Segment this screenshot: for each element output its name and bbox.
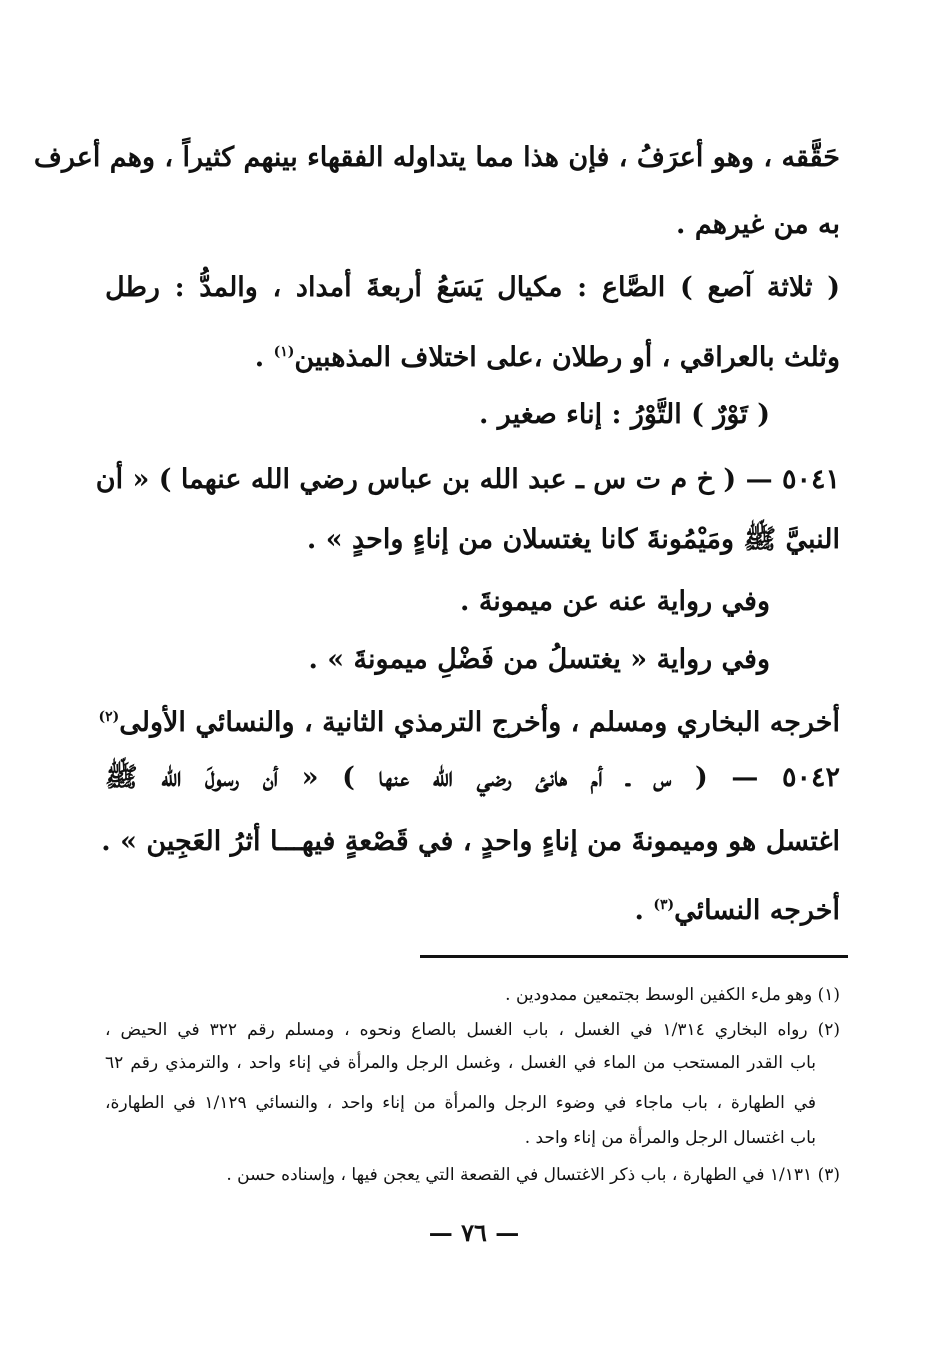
footnote-separator xyxy=(420,955,848,958)
body-line-5: ( تَوْرٌ ) التَّوْرُ : إناء صغير . xyxy=(478,399,770,430)
body-line-10-text: أخرجه البخاري ومسلم ، وأخرج الترمذي الثانية ، والنسائي الأولى xyxy=(119,707,840,738)
body-line-3: ( ثلاثة آصع ) الصَّاع : مكيال يَسَعُ أربعةَ أمداد ، والمدُّ : رطل xyxy=(105,272,840,303)
body-line-1: حَقَّقه ، وهو أعرَفُ ، فإن هذا مما يتداوله الفقهاء بينهم كثيراً ، وهم أعرف xyxy=(33,142,840,173)
footnote-3: (٣) ١/١٣١ في الطهارة ، باب ذكر الاغتسال في القصعة التي يعجن فيها ، وإسناده حسن . xyxy=(226,1165,840,1185)
footnote-2-line-1: (٢) رواه البخاري ١/٣١٤ في الغسل ، باب الغسل بالصاع ونحوه ، ومسلم رقم ٣٢٢ في الحيض ، xyxy=(105,1020,840,1040)
body-line-10 xyxy=(98,697,840,743)
footnote-2-line-2: باب القدر المستحب من الماء في الغسل ، وغسل الرجل والمرأة في إناء واحد ، والترمذي رقم ٦٢ xyxy=(105,1053,816,1073)
body-line-4 xyxy=(105,332,840,378)
hadith-5042-heading: ٥٠٤٢ — ( س ـ أم هانئ رضي الله عنها ) « أن رسولَ الله ﷺ xyxy=(105,762,840,793)
period: . xyxy=(634,895,644,926)
body-line-4-text: وثلث بالعراقي ، أو رطلان ،على اختلاف المذهبين xyxy=(294,342,840,373)
footnote-2-line-3: في الطهارة ، باب ماجاء في وضوء الرجل والمرأة من إناء واحد ، والنسائي ١/١٢٩ في الطهارة، xyxy=(105,1093,816,1113)
body-line-2: به من غيرهم . xyxy=(676,209,840,240)
footnote-ref-1: (١) xyxy=(273,344,295,360)
body-line-8: وفي رواية عنه عن ميمونةَ . xyxy=(460,586,770,617)
page-number: — ٧٦ — xyxy=(428,1218,520,1247)
period: . xyxy=(254,342,265,373)
body-line-9: وفي رواية « يغتسلُ من فَضْلِ ميمونةَ » . xyxy=(308,644,770,675)
footnote-ref-3: (٣) xyxy=(653,897,675,913)
hadith-5041-heading: ٥٠٤١ — ( خ م ت س ـ عبد الله بن عباس رضي الله عنهما ) « أن xyxy=(95,464,840,495)
footnote-1: (١) وهو ملء الكفين الوسط بجتمعين ممدودين . xyxy=(505,985,840,1005)
footnote-2-line-4: باب اغتسال الرجل والمرأة من إناء واحد . xyxy=(524,1128,816,1148)
body-line-7: النبيَّ ﷺ ومَيْمُونةَ كانا يغتسلان من إناءٍ واحدٍ » . xyxy=(306,524,840,555)
footnote-ref-2: (٢) xyxy=(98,709,120,725)
body-line-12: اغتسل هو وميمونةَ من إناءٍ واحدٍ ، في قَصْعةٍ فيهـــا أثرُ العَجِين » . xyxy=(101,826,840,857)
body-line-13 xyxy=(105,885,840,931)
body-line-13-text: أخرجه النسائي xyxy=(674,895,840,926)
